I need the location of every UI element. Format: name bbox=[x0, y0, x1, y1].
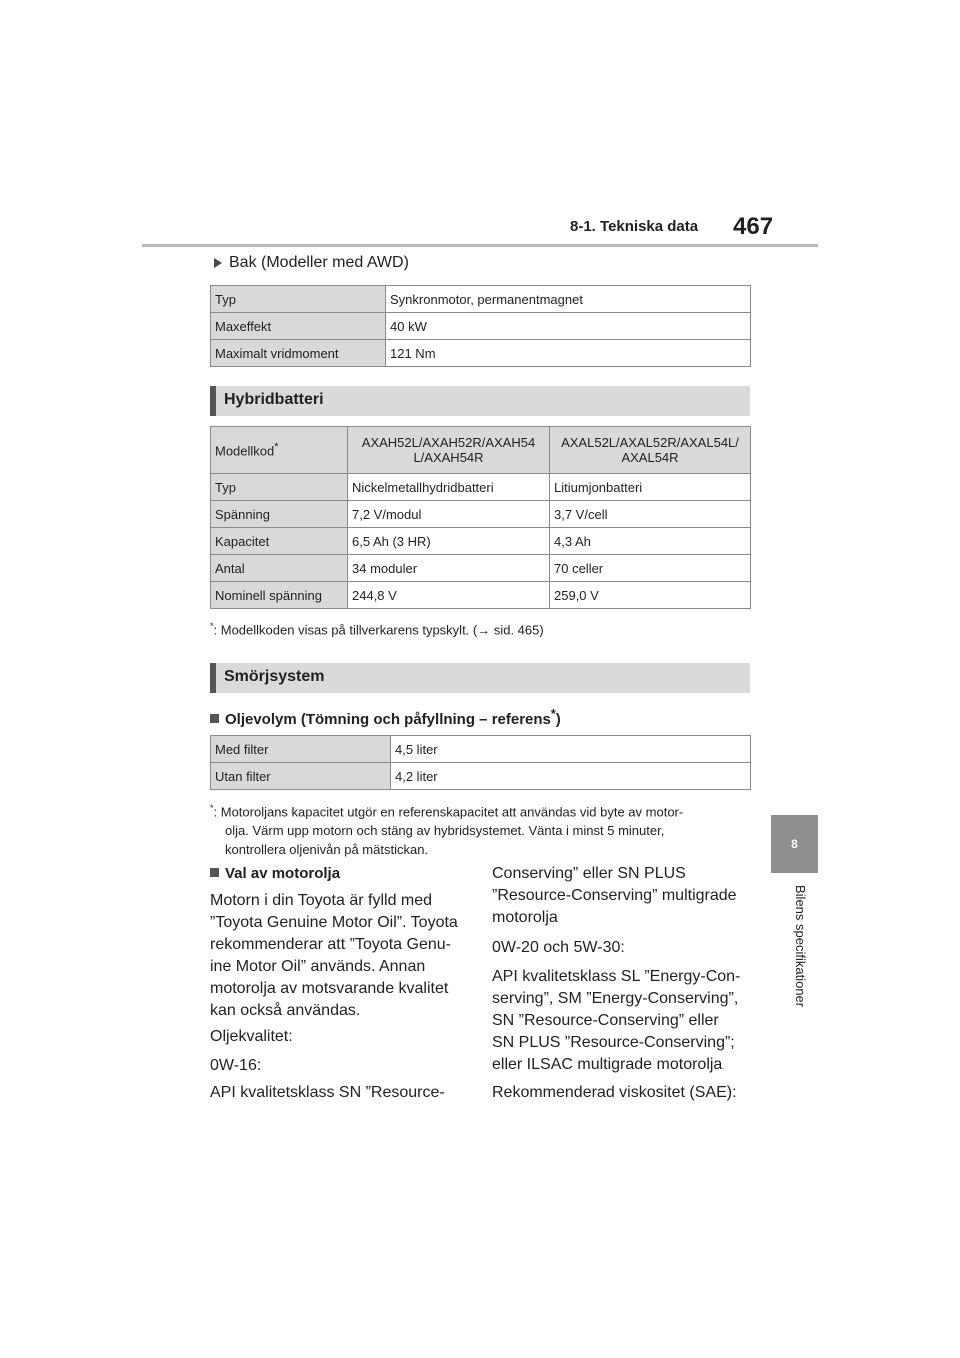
oil-volume-heading-text: Oljevolym (Tömning och påfyllning – referens bbox=[225, 711, 551, 728]
rear-motor-heading-text: Bak (Modeller med AWD) bbox=[229, 254, 409, 271]
oil-choice-heading-text: Val av motorolja bbox=[225, 865, 341, 882]
table-row bbox=[211, 555, 751, 582]
square-bullet-icon bbox=[210, 868, 219, 877]
table-row bbox=[211, 427, 751, 474]
text-line: ”Toyota Genuine Motor Oil”. Toyota bbox=[210, 914, 458, 931]
table-value: 4,5 liter bbox=[391, 736, 751, 763]
table-key: Typ bbox=[211, 474, 348, 501]
rear-motor-heading bbox=[214, 254, 409, 272]
table-value: 121 Nm bbox=[386, 340, 751, 367]
table-value: 6,5 Ah (3 HR) bbox=[348, 528, 550, 555]
hybrid-battery-section-title: Hybridbatteri bbox=[210, 386, 750, 416]
chapter-tab: 8 bbox=[771, 815, 818, 873]
rear-motor-table bbox=[210, 285, 751, 367]
table-value: 259,0 V bbox=[550, 582, 751, 609]
text-line: API kvalitetsklass SL ”Energy-Con- bbox=[492, 968, 741, 985]
text-line: motorolja bbox=[492, 909, 558, 926]
table-key: Typ bbox=[211, 286, 386, 313]
square-bullet-icon bbox=[210, 714, 219, 723]
table-value: 40 kW bbox=[386, 313, 751, 340]
table-value: 70 celler bbox=[550, 555, 751, 582]
viscosity-label: Rekommenderad viskositet (SAE): bbox=[492, 1084, 737, 1101]
table-value: Synkronmotor, permanentmagnet bbox=[386, 286, 751, 313]
table-value: 4,3 Ah bbox=[550, 528, 751, 555]
oil-footnote-text: : Motoroljans kapacitet utgör en referenskapacitet att användas vid byte av motor- bbox=[213, 804, 684, 820]
table-key: Maxeffekt bbox=[211, 313, 386, 340]
triangle-bullet-icon bbox=[214, 258, 222, 268]
battery-footnote bbox=[210, 621, 544, 637]
footnote-marker: * bbox=[550, 707, 556, 721]
text-line: serving”, SM ”Energy-Conserving”, bbox=[492, 990, 739, 1007]
api-sn-start: API kvalitetsklass SN ”Resource- bbox=[210, 1084, 445, 1101]
battery-footnote-text: : Modellkoden visas på tillverkarens typskylt. (→ sid. 465) bbox=[213, 622, 544, 638]
table-value: 34 moduler bbox=[348, 555, 550, 582]
table-value: Nickelmetallhydridbatteri bbox=[348, 474, 550, 501]
table-value: 4,2 liter bbox=[391, 763, 751, 790]
text-line: motorolja av motsvarande kvalitet bbox=[210, 980, 449, 997]
text-line: SN ”Resource-Conserving” eller bbox=[492, 1012, 719, 1029]
model-code-a: AXAH52L/AXAH52R/AXAH54 L/AXAH54R bbox=[348, 427, 550, 474]
page-number: 467 bbox=[733, 213, 774, 240]
oil-footnote-line: olja. Värm upp motorn och stäng av hybridsystemet. Vänta i minst 5 minuter, bbox=[225, 823, 665, 839]
table-row bbox=[211, 528, 751, 555]
model-code-label: Modellkod bbox=[215, 443, 275, 459]
table-row bbox=[211, 582, 751, 609]
grade-0w20: 0W-20 och 5W-30: bbox=[492, 939, 625, 956]
grade-0w16: 0W-16: bbox=[210, 1057, 262, 1074]
table-value: 244,8 V bbox=[348, 582, 550, 609]
text-line: SN PLUS ”Resource-Conserving”; bbox=[492, 1034, 735, 1051]
text-line: eller ILSAC multigrade motorolja bbox=[492, 1056, 723, 1073]
section-title: 8-1. Tekniska data bbox=[570, 218, 699, 235]
table-value: 3,7 V/cell bbox=[550, 501, 751, 528]
text-line: kan också användas. bbox=[210, 1002, 361, 1019]
table-row bbox=[211, 286, 751, 313]
text-line: ”Resource-Conserving” multigrade bbox=[492, 887, 737, 904]
table-key: Med filter bbox=[211, 736, 391, 763]
header-divider bbox=[142, 244, 818, 247]
table-row bbox=[211, 763, 751, 790]
text-line: rekommenderar att ”Toyota Genu- bbox=[210, 936, 451, 953]
table-key: Spänning bbox=[211, 501, 348, 528]
table-row bbox=[211, 313, 751, 340]
table-value: Litiumjonbatteri bbox=[550, 474, 751, 501]
oil-footnote-line bbox=[210, 799, 755, 821]
table-key: Nominell spänning bbox=[211, 582, 348, 609]
api-sl-spec bbox=[492, 966, 762, 1076]
footnote-marker: * bbox=[274, 441, 279, 454]
table-key: Maximalt vridmoment bbox=[211, 340, 386, 367]
footnote-marker: * bbox=[210, 803, 214, 813]
api-sn-continued bbox=[492, 863, 762, 929]
oil-volume-heading-end: ) bbox=[555, 711, 561, 728]
oil-footnote bbox=[210, 799, 755, 859]
oil-volume-table bbox=[210, 735, 751, 790]
oil-quality-label: Oljekvalitet: bbox=[210, 1028, 293, 1045]
footnote-marker: * bbox=[210, 621, 214, 631]
table-key: Antal bbox=[211, 555, 348, 582]
table-key: Kapacitet bbox=[211, 528, 348, 555]
chapter-title: Bilens specifikationer bbox=[793, 885, 808, 1008]
text-line: ine Motor Oil” används. Annan bbox=[210, 958, 426, 975]
oil-volume-heading bbox=[210, 707, 561, 728]
text-line: Conserving” eller SN PLUS bbox=[492, 865, 686, 882]
lubrication-section-title: Smörjsystem bbox=[210, 663, 750, 693]
table-row bbox=[211, 736, 751, 763]
text-line: Motorn i din Toyota är fylld med bbox=[210, 892, 433, 909]
table-row bbox=[211, 501, 751, 528]
model-code-b: AXAL52L/AXAL52R/AXAL54L/ AXAL54R bbox=[550, 427, 751, 474]
oil-choice-heading bbox=[210, 865, 340, 882]
table-key: Utan filter bbox=[211, 763, 391, 790]
hybrid-battery-table bbox=[210, 426, 751, 609]
table-row bbox=[211, 340, 751, 367]
table-key bbox=[211, 427, 348, 474]
table-row bbox=[211, 474, 751, 501]
oil-footnote-line: kontrollera oljenivån på mätstickan. bbox=[225, 842, 429, 858]
oil-choice-intro bbox=[210, 890, 480, 1022]
table-value: 7,2 V/modul bbox=[348, 501, 550, 528]
